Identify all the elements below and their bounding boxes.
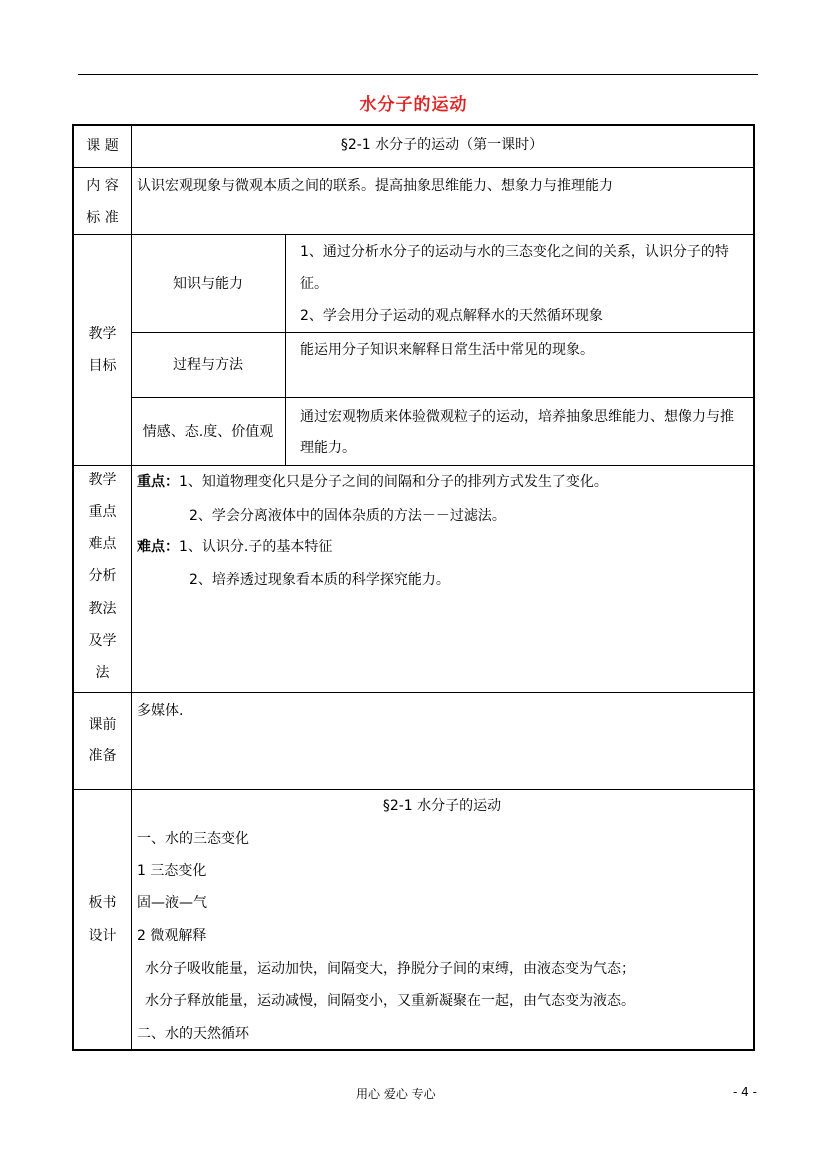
key-point-2: 2、学会分离液体中的固体杂质的方法－－过滤法。 [189, 508, 506, 524]
goals-label-2: 目标 [88, 358, 117, 374]
footer-motto: 用心 爱心 专心 [356, 1087, 436, 1101]
prep-content: 多媒体. [137, 703, 184, 719]
key-point-1: 重点：1、知道物理变化只是分子之间的间隔和分子的排列方式发生了变化。 [137, 474, 608, 490]
goal-knowledge-label: 知识与能力 [173, 276, 243, 292]
key-label-1: 教学 [88, 472, 117, 488]
board-line: 水分子吸收能量，运动加快，间隔变大，挣脱分子间的束缚，由液态变为气态； [145, 961, 635, 977]
header-rule [78, 74, 758, 75]
board-line: 一、水的三态变化 [137, 831, 249, 847]
topic-content: §2-1 水分子的运动（第一课时） [340, 137, 544, 153]
difficult-point-2: 2、培养透过现象看本质的科学探究能力。 [189, 572, 450, 588]
row-divider [74, 465, 753, 466]
goal-knowledge-line: 1、通过分析水分子的运动与水的三态变化之间的关系，认识分子的特 [300, 244, 729, 260]
content-standard-text: 认识宏观现象与微观本质之间的联系。提高抽象思维能力、想象力与推理能力 [137, 178, 613, 194]
page-number: - 4 - [733, 1085, 757, 1099]
goal-attitude-label: 情感、态.度、价值观 [142, 424, 274, 440]
board-line: 二、水的天然循环 [137, 1026, 249, 1042]
goal-process-label: 过程与方法 [173, 357, 243, 373]
goals-row-divider [131, 397, 753, 398]
key-point-heading: 重点： [137, 474, 179, 490]
goal-knowledge-line: 2、学会用分子运动的观点解释水的天然循环现象 [300, 308, 603, 324]
row-divider [74, 234, 753, 235]
row-divider [74, 167, 753, 168]
key-label-5: 教法 [88, 601, 117, 617]
key-label-2: 重点 [88, 504, 117, 520]
lesson-plan-table [72, 124, 755, 1051]
board-line: 水分子释放能量，运动减慢，间隔变小，又重新凝聚在一起，由气态变为液态。 [145, 993, 635, 1009]
board-line: 2 微观解释 [137, 928, 207, 944]
content-standard-label-1: 内 容 [86, 178, 119, 194]
key-label-4: 分析 [88, 568, 117, 584]
content-standard-label-2: 标 准 [86, 210, 119, 226]
board-line: 1 三态变化 [137, 863, 207, 879]
goal-attitude-line: 理能力。 [300, 440, 356, 456]
row-divider [74, 692, 753, 693]
key-label-3: 难点 [88, 536, 117, 552]
prep-label-2: 准备 [88, 748, 117, 764]
goal-knowledge-line: 征。 [300, 276, 328, 292]
board-heading: §2-1 水分子的运动 [382, 798, 502, 814]
goals-row-divider [131, 332, 753, 333]
goals-sub-divider [285, 234, 286, 465]
difficult-point-heading: 难点： [137, 539, 179, 555]
difficult-point-1: 难点：1、认识分.子的基本特征 [137, 539, 333, 555]
key-label-7: 法 [95, 665, 110, 681]
goal-attitude-line: 通过宏观物质来体验微观粒子的运动，培养抽象思维能力、想像力与推 [300, 409, 734, 425]
topic-label: 课 题 [86, 138, 119, 154]
label-column-divider [131, 126, 132, 1049]
board-line: 固—液—气 [137, 895, 207, 911]
board-label-2: 设计 [88, 928, 117, 944]
goals-label-1: 教学 [88, 326, 117, 342]
prep-label-1: 课前 [88, 717, 117, 733]
board-label-1: 板书 [88, 895, 117, 911]
row-divider [74, 789, 753, 790]
goal-process-line: 能运用分子知识来解释日常生活中常见的现象。 [300, 342, 594, 358]
page-title: 水分子的运动 [359, 95, 468, 115]
key-label-6: 及学 [88, 633, 117, 649]
